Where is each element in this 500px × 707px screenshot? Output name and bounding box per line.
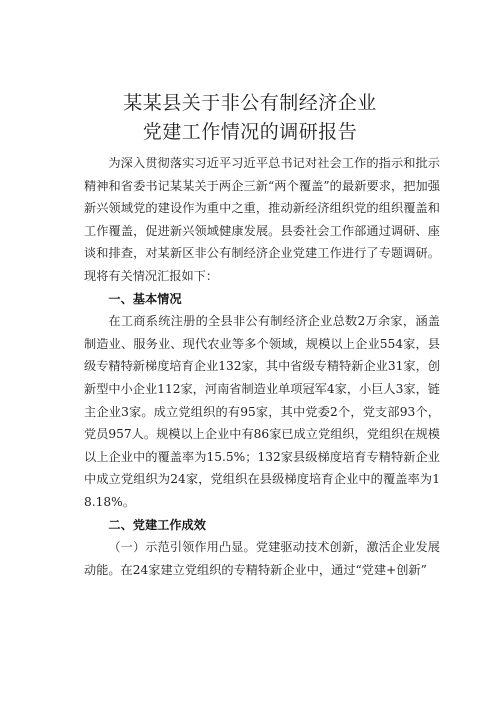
document-body (84, 152, 440, 581)
intro-paragraph: 为深入贯彻落实习近平习近平总书记对社会工作的指示和批示精神和省委书记某某关于两企三新“两个覆盖”的最新要求，把加强新兴领域党的建设作为重中之重，推动新经济组织党的组织覆盖和工作覆盖，促进新兴领域健康发展。县委社会工作部通过调研、座谈和排查，对某新区非公有制经济企业党建工作进行了专题调研。现将有关情况汇报如下： (84, 156, 440, 283)
document-title-line2: 党建工作情况的调研报告 (142, 121, 358, 143)
section1-heading: 一、基本情况 (108, 291, 182, 306)
section1-paragraph: 在工商系统注册的全县非公有制经济企业总数2万余家，涵盖制造业、服务业、现代农业等多个领域，规模以上企业554家，县级专精特新梯度培育企业132家，其中省级专精特新企业31家，创新型中小企业112家，河南省制造业单项冠军4家，小巨人3家，链主企业3家。成立党组织的有95家，其中党委2个，党支部93个，党员957人。规模以上企业中有86家已成立党组织，党组织在规模以上企业中的覆盖率为15.5%；132家县级梯度培育专精特新企业中成立党组织为24家，党组织在县级梯度培育企业中的覆盖率为18.18%。 (84, 314, 440, 509)
section2-paragraph: （一）示范引领作用凸显。党建驱动技术创新，激活企业发展动能。在24家建立党组织的专精特新企业中，通过“党建+创新” (84, 540, 440, 577)
document-title-line1: 某某县关于非公有制经济企业 (123, 92, 377, 114)
section2-heading: 二、党建工作成效 (108, 517, 206, 532)
